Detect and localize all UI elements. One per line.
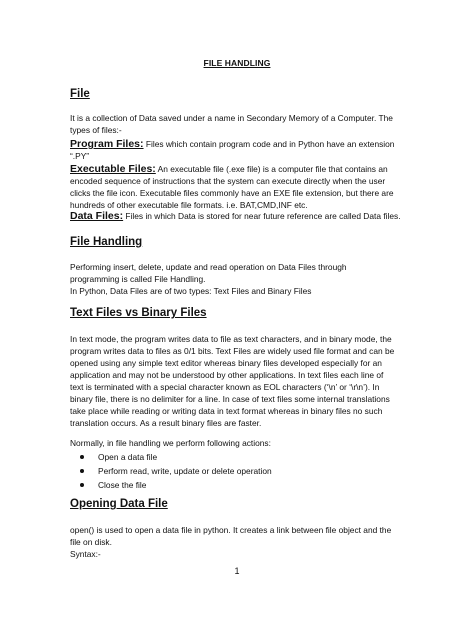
- text-span: Files which contain program code and in Python have an extension: [143, 139, 395, 149]
- file-intro: [70, 112, 412, 136]
- heading-text-vs-binary: Text Files vs Binary Files: [70, 307, 207, 319]
- text-line: In Python, Data Files are of two types: Text Files and Binary Files: [70, 286, 312, 296]
- program-files-paragraph: [70, 138, 412, 162]
- list-item: Open a data file: [80, 450, 272, 464]
- text-line: text is terminated with a special character known as EOL characters (‘\n’ or ‘\r\n’). In: [70, 382, 380, 392]
- text-line: translation occurs. As a result binary files are faster.: [70, 418, 262, 428]
- data-files-paragraph: [70, 210, 412, 222]
- heading-file: File: [70, 88, 90, 100]
- text-line: opened using any simple text editor whereas binary files developed especially for an: [70, 358, 382, 368]
- text-vs-binary-paragraph: [70, 333, 412, 429]
- text-line: open() is used to open a data file in python. It creates a link between file object and the: [70, 525, 392, 535]
- text-line: Syntax:-: [70, 549, 101, 559]
- text-span: An executable file (.exe file) is a computer file that contains an: [155, 164, 388, 174]
- text-line: programming is called File Handling.: [70, 274, 206, 284]
- document-title: FILE HANDLING: [203, 58, 271, 68]
- heading-opening-data-file: Opening Data File: [70, 498, 168, 510]
- opening-data-file-paragraph: [70, 524, 412, 560]
- text-line: [70, 210, 412, 222]
- text-line: hundreds of other executable file formats. i.e. BAT,CMD,INF etc.: [70, 200, 308, 210]
- term-executable-files: Executable Files:: [70, 163, 156, 175]
- text-line: program writes data to files as 0/1 bits. Text Files are widely used file format and can be: [70, 346, 395, 356]
- text-line: file on disk.: [70, 537, 112, 547]
- file-handling-paragraph: [70, 261, 412, 297]
- text-line: take place while reading or writing data in text format whereas in binary files no such: [70, 406, 383, 416]
- actions-intro: Normally, in file handling we perform following actions:: [70, 438, 271, 448]
- text-line: It is a collection of Data saved under a name in Secondary Memory of a Computer. The: [70, 113, 393, 123]
- text-line: encoded sequence of instructions that the system can execute directly when the user: [70, 176, 386, 186]
- text-line: In text mode, the program writes data to file as text characters, and in binary mode, the: [70, 334, 392, 344]
- text-span: Files in which Data is stored for near future reference are called Data files.: [123, 211, 401, 221]
- heading-file-handling: File Handling: [70, 236, 143, 248]
- page-number: 1: [234, 566, 240, 576]
- text-line: clicks the file icon. Executable files commonly have an EXE file extension, but there are: [70, 188, 394, 198]
- list-item: Close the file: [80, 478, 272, 492]
- actions-list: [80, 450, 272, 492]
- term-program-files: Program Files:: [70, 138, 144, 150]
- text-line: “.PY”: [70, 151, 90, 161]
- text-line: types of files:-: [70, 125, 122, 135]
- term-data-files: Data Files:: [70, 210, 124, 222]
- text-line: binary file, there is no delimiter for a line. In case of text files some internal translations: [70, 394, 390, 404]
- text-line: Performing insert, delete, update and read operation on Data Files through: [70, 262, 347, 272]
- text-line: [70, 163, 412, 175]
- list-item: Perform read, write, update or delete operation: [80, 464, 272, 478]
- text-line: [70, 138, 412, 150]
- text-line: application and may not be understood by other applications. In text files each line of: [70, 370, 384, 380]
- executable-files-paragraph: [70, 163, 412, 211]
